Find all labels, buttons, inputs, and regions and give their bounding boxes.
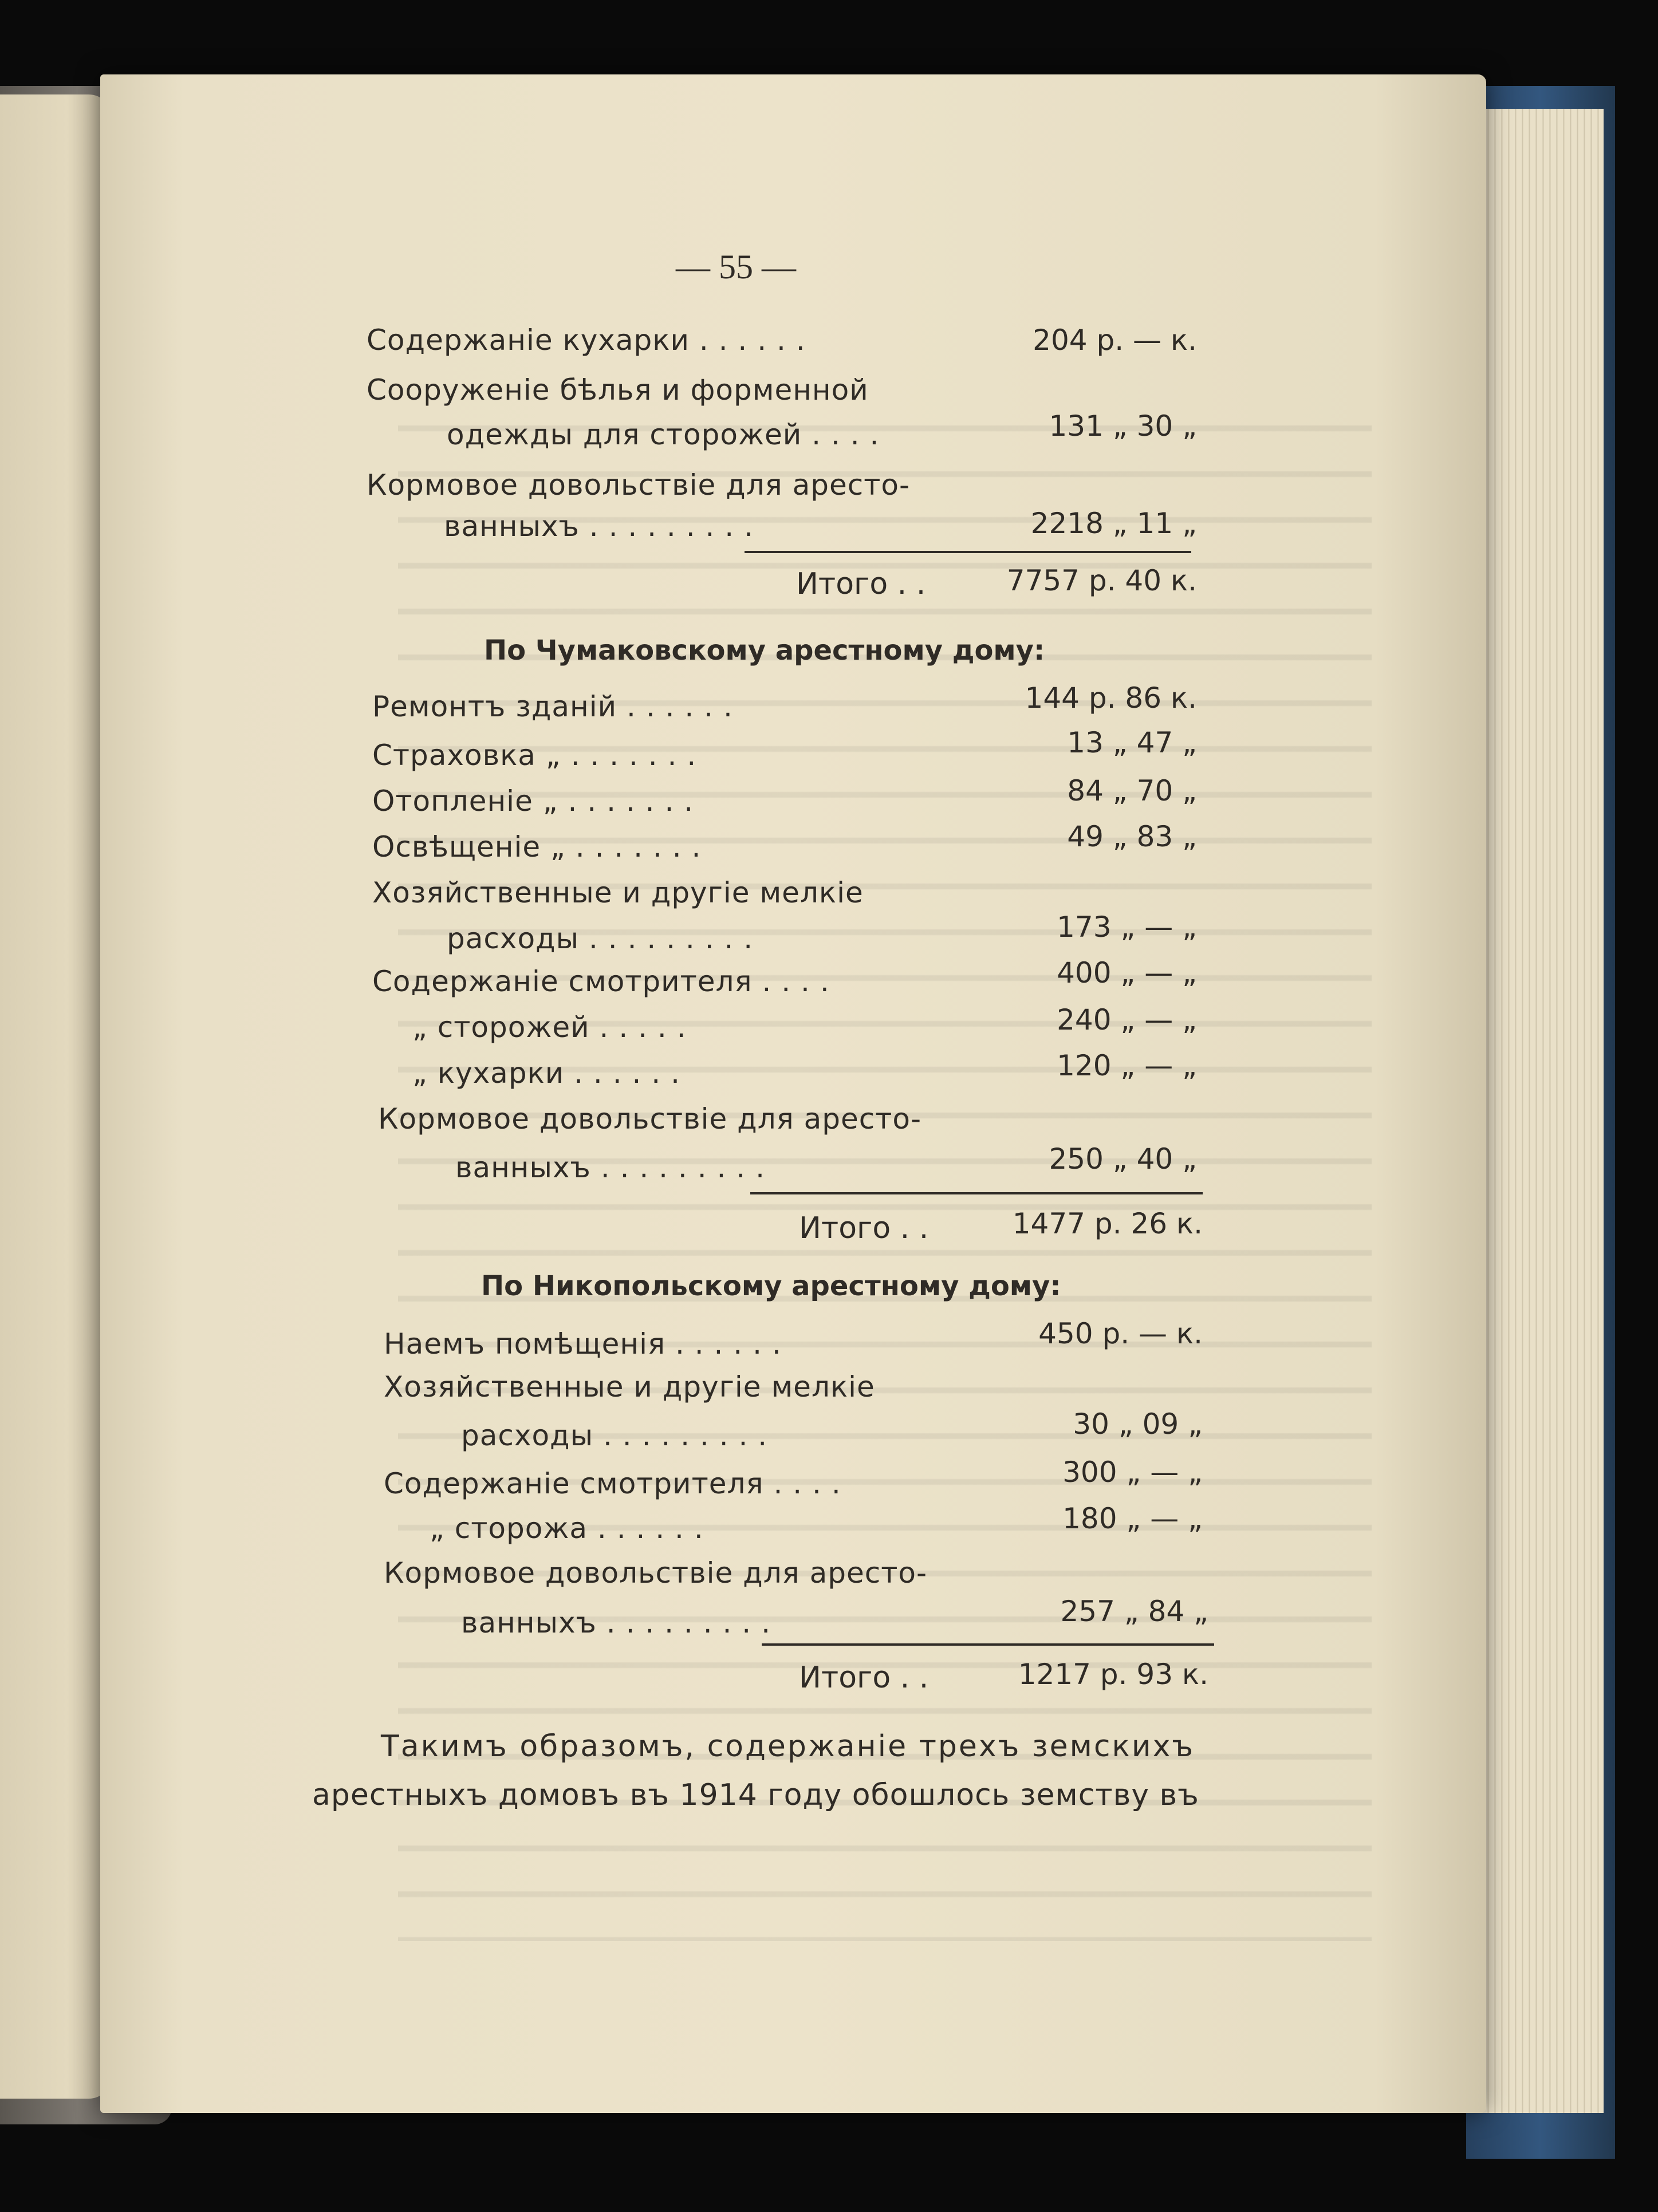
chumakov-item-label: Содержаніе смотрителя . . . .	[372, 965, 830, 998]
chumakov-item-amount: 13 „ 47 „	[1067, 726, 1197, 759]
chumakov-item-label: расходы . . . . . . . . .	[447, 922, 754, 955]
chumakov-item-amount: 84 „ 70 „	[1067, 774, 1197, 807]
chumakov-item-label: Кормовое довольствіе для аресто-	[378, 1102, 922, 1135]
chumakov-item-amount: 173 „ — „	[1057, 910, 1197, 944]
top-item-label: одежды для сторожей . . . .	[447, 418, 880, 451]
chumakov-item-amount: 240 „ — „	[1057, 1003, 1197, 1036]
section-heading: По Чумаковскому арестному дому:	[484, 634, 1045, 667]
chumakov-total-label: Итого . .	[799, 1211, 929, 1245]
chumakov-item-amount: 144 р. 86 к.	[1025, 681, 1197, 715]
sum-rule	[745, 551, 1191, 553]
nikopol-item-label: расходы . . . . . . . . .	[461, 1419, 768, 1452]
top-total-amount: 7757 р. 40 к.	[1006, 564, 1197, 597]
chumakov-item-label: Хозяйственные и другіе мелкіе	[372, 876, 864, 909]
sum-rule	[750, 1192, 1203, 1194]
top-item-amount: 131 „ 30 „	[1049, 409, 1197, 443]
nikopol-total-label: Итого . .	[799, 1661, 929, 1695]
nikopol-item-amount: 450 р. — к.	[1038, 1317, 1203, 1350]
chumakov-item-label: „ сторожей . . . . .	[412, 1011, 687, 1044]
nikopol-item-label: Содержаніе смотрителя . . . .	[384, 1467, 841, 1500]
nikopol-item-label: „ сторожа . . . . . .	[430, 1512, 704, 1545]
sum-rule	[762, 1643, 1214, 1646]
page-number: — 55 —	[676, 248, 796, 286]
chumakov-item-label: Освѣщеніе „ . . . . . . .	[372, 830, 702, 863]
section-heading: По Никопольскому арестному дому:	[481, 1270, 1061, 1302]
closing-paragraph-line: арестныхъ домовъ въ 1914 году обошлось земству въ	[312, 1778, 1199, 1812]
nikopol-item-amount: 257 „ 84 „	[1060, 1595, 1208, 1628]
nikopol-item-amount: 30 „ 09 „	[1073, 1407, 1203, 1441]
chumakov-item-label: ванныхъ . . . . . . . . .	[455, 1151, 765, 1184]
chumakov-item-amount: 120 „ — „	[1057, 1049, 1197, 1082]
closing-paragraph-line: Такимъ образомъ, содержаніе трехъ земскихъ	[381, 1729, 1195, 1764]
chumakov-item-amount: 400 „ — „	[1057, 956, 1197, 989]
top-item-label: Кормовое довольствіе для аресто-	[367, 468, 911, 502]
nikopol-item-label: Хозяйственные и другіе мелкіе	[384, 1370, 875, 1403]
nikopol-item-label: ванныхъ . . . . . . . . .	[461, 1606, 771, 1639]
nikopol-item-amount: 300 „ — „	[1062, 1456, 1203, 1489]
chumakov-item-amount: 250 „ 40 „	[1049, 1142, 1197, 1176]
chumakov-total-amount: 1477 р. 26 к.	[1012, 1207, 1203, 1240]
nikopol-item-label: Кормовое довольствіе для аресто-	[384, 1556, 928, 1590]
top-item-label: Содержаніе кухарки . . . . . .	[367, 324, 806, 357]
chumakov-item-amount: 49 „ 83 „	[1067, 820, 1197, 853]
top-item-label: Сооруженіе бѣлья и форменной	[367, 373, 869, 407]
nikopol-item-label: Наемъ помѣщенія . . . . . .	[384, 1327, 782, 1361]
chumakov-item-label: Страховка „ . . . . . . .	[372, 739, 697, 772]
chumakov-item-label: „ кухарки . . . . . .	[412, 1056, 680, 1090]
top-item-label: ванныхъ . . . . . . . . .	[444, 510, 754, 543]
top-item-amount: 204 р. — к.	[1033, 324, 1197, 357]
nikopol-item-amount: 180 „ — „	[1062, 1502, 1203, 1535]
nikopol-total-amount: 1217 р. 93 к.	[1018, 1658, 1208, 1691]
top-item-amount: 2218 „ 11 „	[1030, 507, 1197, 540]
chumakov-item-label: Ремонтъ зданій . . . . . .	[372, 690, 733, 723]
chumakov-item-label: Отопленіе „ . . . . . . .	[372, 784, 694, 818]
top-total-label: Итого . .	[796, 567, 926, 601]
left-page-edge	[0, 94, 112, 2099]
